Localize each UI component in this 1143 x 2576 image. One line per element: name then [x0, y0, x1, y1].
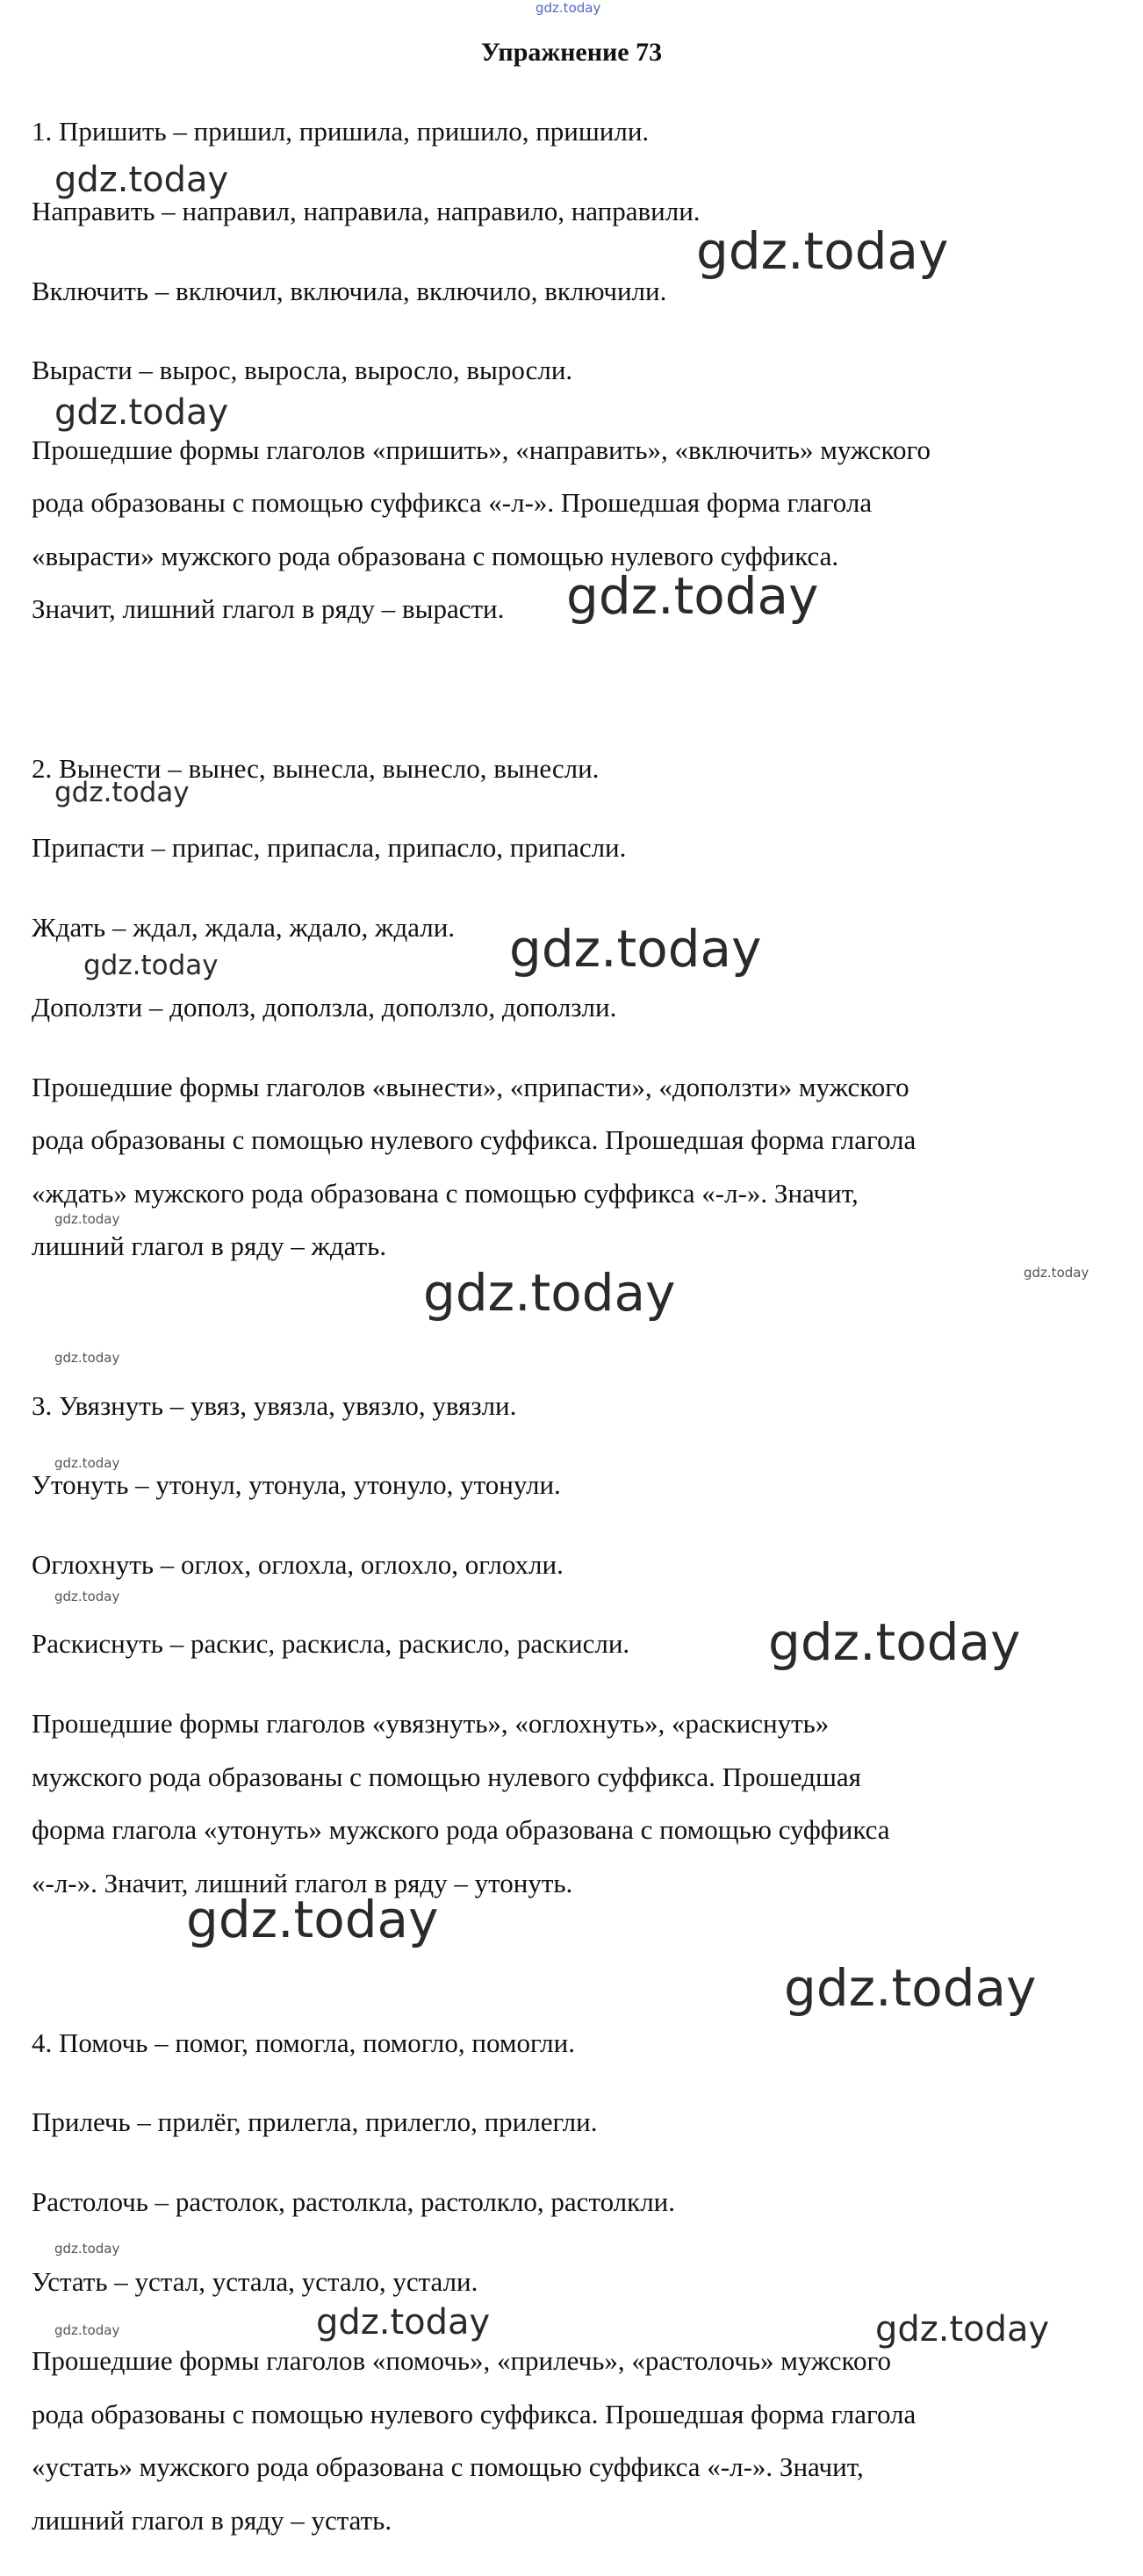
text-line: Оглохнуть – оглох, оглохла, оглохло, оглохли. — [32, 1549, 564, 1580]
text-line: Прошедшие формы глаголов «пришить», «направить», «включить» мужского — [32, 434, 931, 465]
text-line: Значит, лишний глагол в ряду – вырасти. — [32, 593, 505, 624]
text-line: Вырасти – вырос, выросла, выросло, выросли. — [32, 355, 573, 385]
watermark: gdz.today — [54, 2241, 120, 2257]
text-line: Направить – направил, направила, направило, направили. — [32, 196, 701, 226]
text-line: Включить – включил, включила, включило, включили. — [32, 276, 667, 306]
text-line: Доползти – дополз, доползла, доползло, доползли. — [32, 992, 617, 1023]
watermark: gdz.today — [186, 1890, 439, 1949]
text-line: Растолочь – растолок, растолкла, растолкло, растолкли. — [32, 2186, 676, 2217]
text-line: рода образованы с помощью суффикса «-л-». Прошедшая форма глагола — [32, 487, 873, 518]
watermark: gdz.today — [316, 2302, 491, 2343]
watermark: gdz.today — [54, 160, 229, 200]
text-line: Утонуть – утонул, утонула, утонуло, утонули. — [32, 1469, 561, 1500]
text-line: Прошедшие формы глаголов «вынести», «припасти», «доползти» мужского — [32, 1072, 909, 1102]
text-line: Раскиснуть – раскис, раскисла, раскисло, раскисли. — [32, 1628, 630, 1659]
watermark: gdz.today — [784, 1958, 1037, 2018]
text-line: 4. Помочь – помог, помогла, помогло, помогли. — [32, 2027, 575, 2058]
watermark: gdz.today — [566, 566, 819, 626]
watermark: gdz.today — [54, 392, 229, 433]
text-line: «устать» мужского рода образована с помощью суффикса «-л-». Значит, — [32, 2451, 864, 2482]
text-line: Прилечь – прилёг, прилегла, прилегло, прилегли. — [32, 2106, 598, 2137]
text-line: Прошедшие формы глаголов «увязнуть», «оглохнуть», «раскиснуть» — [32, 1708, 830, 1739]
watermark: gdz.today — [54, 1589, 120, 1604]
watermark: gdz.today — [54, 777, 190, 808]
watermark: gdz.today — [509, 919, 762, 979]
text-line: рода образованы с помощью нулевого суффикса. Прошедшая форма глагола — [32, 1124, 917, 1155]
watermark: gdz.today — [875, 2309, 1050, 2350]
watermark: gdz.today — [83, 950, 219, 981]
watermark: gdz.today — [423, 1263, 676, 1323]
text-line: 2. Вынести – вынес, вынесла, вынесло, вынесли. — [32, 753, 600, 784]
watermark: gdz.today — [54, 1350, 120, 1366]
text-line: «-л-». Значит, лишний глагол в ряду – утонуть. — [32, 1868, 573, 1898]
text-line: Ждать – ждал, ждала, ждало, ждали. — [32, 912, 456, 943]
text-line: рода образованы с помощью нулевого суффикса. Прошедшая форма глагола — [32, 2399, 917, 2429]
watermark: gdz.today — [54, 1211, 120, 1227]
text-line: 1. Пришить – пришил, пришила, пришило, пришили. — [32, 116, 650, 147]
watermark: gdz.today — [1024, 1265, 1089, 1281]
text-line: Устать – устал, устала, устало, устали. — [32, 2266, 478, 2297]
watermark: gdz.today — [696, 221, 949, 281]
text-line: мужского рода образованы с помощью нулевого суффикса. Прошедшая — [32, 1762, 861, 1792]
text-line: 3. Увязнуть – увяз, увязла, увязло, увязли. — [32, 1390, 517, 1421]
text-line: Припасти – припас, припасла, припасло, припасли. — [32, 832, 627, 863]
text-line: форма глагола «утонуть» мужского рода образована с помощью суффикса — [32, 1814, 890, 1845]
text-line: лишний глагол в ряду – устать. — [32, 2505, 392, 2536]
page-title: Упражнение 73 — [480, 38, 663, 67]
watermark: gdz.today — [54, 1455, 120, 1471]
text-line: «вырасти» мужского рода образована с помощью нулевого суффикса. — [32, 541, 839, 571]
text-line: Прошедшие формы глаголов «помочь», «прилечь», «растолочь» мужского — [32, 2345, 891, 2376]
text-line: «ждать» мужского рода образована с помощью суффикса «-л-». Значит, — [32, 1178, 859, 1209]
watermark: gdz.today — [54, 2322, 120, 2338]
watermark: gdz.today — [536, 0, 601, 16]
watermark: gdz.today — [768, 1612, 1021, 1672]
text-line: лишний глагол в ряду – ждать. — [32, 1231, 387, 1261]
